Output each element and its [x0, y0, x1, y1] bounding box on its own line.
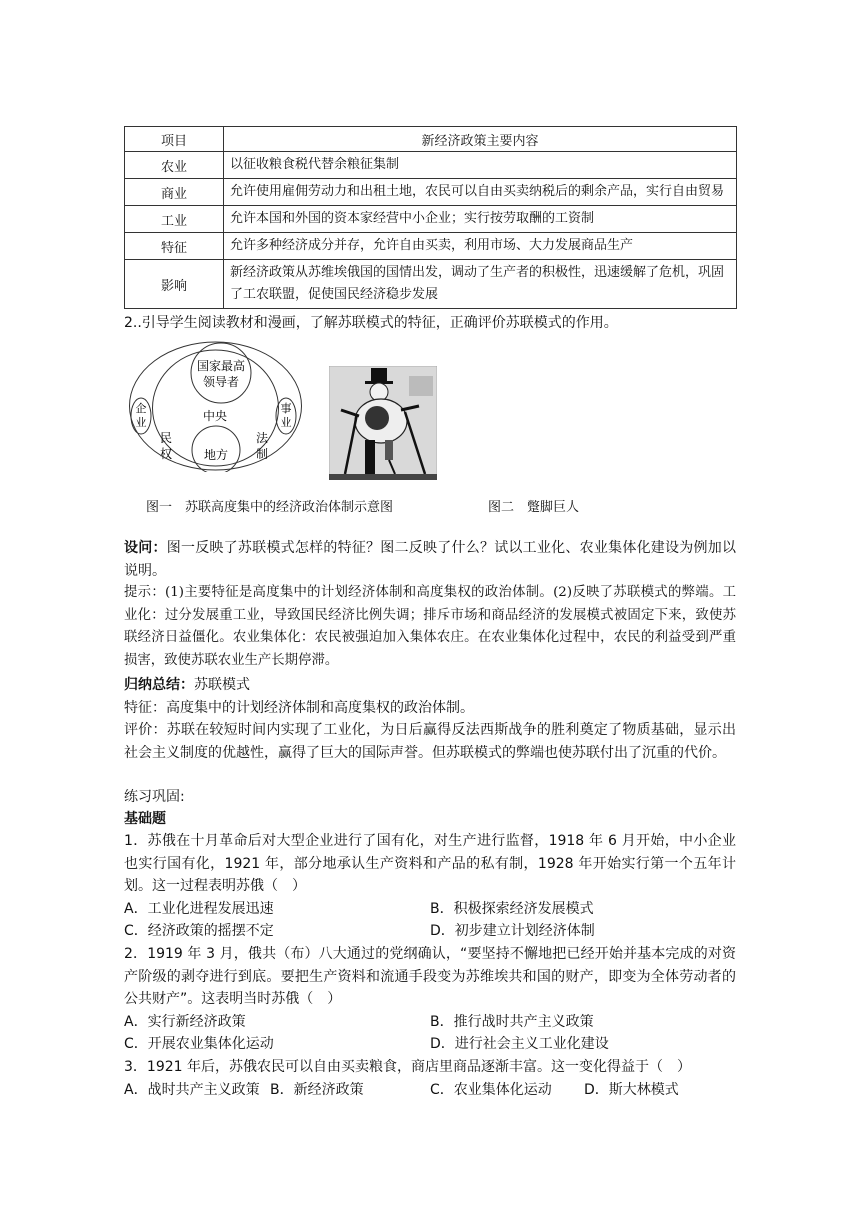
question-paragraph: [124, 537, 736, 582]
label-bottom: 地方: [203, 448, 229, 462]
guide-paragraph: 2..引导学生阅读教材和漫画，了解苏联模式的特征，正确评价苏联模式的作用。: [124, 315, 618, 331]
leader-circle: [191, 343, 251, 403]
q2-option-d[interactable]: D．进行社会主义工业化建设: [430, 1036, 609, 1052]
power-structure-diagram: [128, 340, 303, 472]
table-cell-item: 工业: [125, 206, 224, 233]
label-right-in1: 法: [255, 431, 269, 445]
question-label: 设问：: [124, 540, 167, 556]
table-cell-content: 允许多种经济成分并存，允许自由买卖，利用市场、大力发展商品生产: [224, 233, 737, 260]
table-row: [125, 152, 737, 179]
q1-option-a[interactable]: A．工业化进程发展迅速: [124, 901, 274, 917]
lame-giant-cartoon: [329, 366, 437, 480]
table-row: [125, 260, 737, 309]
table-header-content: 新经济政策主要内容: [224, 127, 737, 152]
nep-table: [124, 126, 737, 309]
label-center: 中央: [202, 409, 228, 423]
summary-label: 归纳总结：: [124, 677, 194, 693]
table-row: [125, 179, 737, 206]
summary-line: [124, 674, 250, 696]
q3-option-b[interactable]: B．新经济政策: [270, 1082, 364, 1098]
question-3-options: [124, 1079, 744, 1101]
q3-option-d[interactable]: D．斯大林模式: [584, 1082, 679, 1098]
table-header-row: [125, 127, 737, 152]
q2-option-c[interactable]: C．开展农业集体化运动: [124, 1036, 274, 1052]
evaluation-paragraph: 评价：苏联在较短时间内实现了工业化，为日后赢得反法西斯战争的胜利奠定了物质基础，显示出社会主义制度的优越性，赢得了巨大的国际声誉。但苏联模式的弊端也使苏联付出了沉重的代价。: [124, 722, 736, 761]
q3-option-a[interactable]: A．战时共产主义政策: [124, 1082, 260, 1098]
label-left-in1: 民: [159, 431, 173, 445]
question-text: 图一反映了苏联模式怎样的特征？图二反映了什么？试以工业化、农业集体化建设为例加以说明。: [124, 540, 737, 579]
practice-heading: 练习巩固:: [124, 789, 185, 805]
label-right-out2: 业: [280, 416, 292, 429]
table-cell-item: 商业: [125, 179, 224, 206]
q1-option-d[interactable]: D．初步建立计划经济体制: [430, 923, 595, 939]
table-cell-item: 影响: [125, 260, 224, 309]
question-3-stem: 3．1921 年后，苏俄农民可以自由买卖粮食，商店里商品逐渐丰富。这一变化得益于（ ）: [124, 1059, 691, 1075]
question-2-options: [124, 1011, 744, 1055]
table-header-item: 项目: [125, 127, 224, 152]
label-top: 国家最高: [196, 359, 246, 373]
table-cell-item: 农业: [125, 152, 224, 179]
question-1-stem: 1．苏俄在十月革命后对大型企业进行了国有化，对生产进行监督，1918 年 6 月开始，中小企业也实行国有化，1921 年，部分地承认生产资料和产品的私有制，1928 年开始实行第一个五年计划。这一过程表明苏俄（ ）: [124, 833, 736, 894]
summary-text: 苏联模式: [194, 677, 250, 693]
label-left-in2: 权: [159, 447, 173, 461]
question-1-options: [124, 898, 744, 942]
label-left-out2: 业: [135, 416, 147, 429]
table-cell-content: 新经济政策从苏维埃俄国的国情出发，调动了生产者的积极性，迅速缓解了危机，巩固了工农联盟，促使国民经济稳步发展: [224, 260, 737, 309]
table-cell-content: 允许使用雇佣劳动力和出租土地，农民可以自由买卖纳税后的剩余产品，实行自由贸易: [224, 179, 737, 206]
figure2-caption: 图二 蹩脚巨人: [488, 500, 580, 515]
label-top2: 领导者: [202, 375, 240, 389]
label-right-out1: 事: [280, 402, 292, 415]
table-row: [125, 233, 737, 260]
q1-option-c[interactable]: C．经济政策的摇摆不定: [124, 923, 274, 939]
q1-option-b[interactable]: B．积极探索经济发展模式: [430, 901, 594, 917]
hint-paragraph: 提示：(1)主要特征是高度集中的计划经济体制和高度集权的政治体制。(2)反映了苏联模式的弊端。工业化：过分发展重工业，导致国民经济比例失调；排斥市场和商品经济的发展模式被固定下来，致使苏联经济日益僵化。农业集体化：农民被强迫加入集体农庄。在农业集体化过程中，农民的利益受到严重损害，致使苏联农业生产长期停滞。: [124, 585, 736, 668]
table-cell-content: 以征收粮食税代替余粮征集制: [224, 152, 737, 179]
table-cell-content: 允许本国和外国的资本家经营中小企业；实行按劳取酬的工资制: [224, 206, 737, 233]
q2-option-a[interactable]: A．实行新经济政策: [124, 1014, 246, 1030]
label-right-in2: 制: [255, 447, 269, 461]
question-2-stem: 2．1919 年 3 月，俄共（布）八大通过的党纲确认，“要坚持不懈地把已经开始并基本完成的对资产阶级的剥夺进行到底。要把生产资料和流通手段变为苏维埃共和国的财产，即变为全体劳动者的公共财产”。这表明当时苏俄（ ）: [124, 946, 736, 1007]
label-left-out1: 企: [135, 402, 147, 415]
q3-option-c[interactable]: C．农业集体化运动: [430, 1082, 552, 1098]
table-cell-item: 特征: [125, 233, 224, 260]
feature-line: 特征：高度集中的计划经济体制和高度集权的政治体制。: [124, 700, 474, 716]
basic-heading: 基础题: [124, 811, 166, 827]
table-row: [125, 206, 737, 233]
q2-option-b[interactable]: B．推行战时共产主义政策: [430, 1014, 594, 1030]
figure1-caption: 图一 苏联高度集中的经济政治体制示意图: [146, 500, 394, 515]
